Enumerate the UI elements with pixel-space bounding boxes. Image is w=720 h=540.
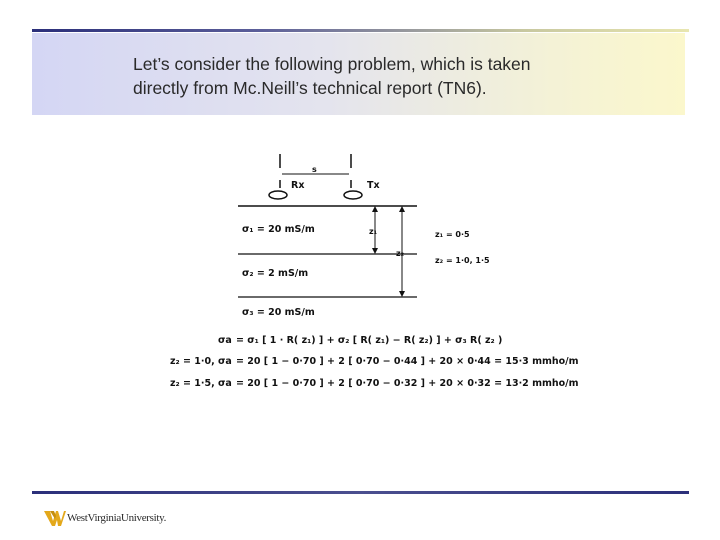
z2-values: z₂ = 1·0, 1·5 <box>435 256 490 265</box>
university-logo <box>44 507 166 529</box>
logo-text: WestVirginiaUniversity. <box>67 512 167 524</box>
equation-1-lhs: σa <box>218 335 232 346</box>
equation-2-rhs: = 20 [ 1 − 0·70 ] + 2 [ 0·70 − 0·44 ] + 20 × 0·44 = 15·3 mmho/m <box>236 356 579 367</box>
rx-coil <box>269 191 287 199</box>
equation-3-rhs: = 20 [ 1 − 0·70 ] + 2 [ 0·70 − 0·32 ] + 20 × 0·32 = 13·2 mmho/m <box>236 378 579 389</box>
flying-wv-icon <box>44 508 66 528</box>
equation-3-prefix: z₂ = 1·5, <box>170 378 215 389</box>
slide-title <box>133 52 633 100</box>
rx-label: Rx <box>291 180 305 191</box>
top-rule <box>32 29 689 32</box>
layer-3-conductivity: σ₃ = 20 mS/m <box>242 307 315 318</box>
z2-axis-label: z₂ <box>396 249 405 258</box>
slide-title-line-2: directly from Mc.Neill’s technical report (TN6). <box>133 78 487 98</box>
spacing-label: s <box>312 165 317 174</box>
slide-title-line-1: Let’s consider the following problem, which is taken <box>133 54 531 74</box>
layer-1-conductivity: σ₁ = 20 mS/m <box>242 224 315 235</box>
tx-coil <box>344 191 362 199</box>
layered-earth-figure <box>160 148 580 398</box>
equation-2-lhs: σa <box>218 356 232 367</box>
equation-3-lhs: σa <box>218 378 232 389</box>
equation-2-prefix: z₂ = 1·0, <box>170 356 215 367</box>
bottom-rule <box>32 491 689 494</box>
equation-1-rhs: = σ₁ [ 1 · R( z₁) ] + σ₂ [ R( z₁) − R( z₂) ] + σ₃ R( z₂ ) <box>236 335 503 346</box>
z1-value: z₁ = 0·5 <box>435 230 470 239</box>
z1-axis-label: z₁ <box>369 227 378 236</box>
tx-label: Tx <box>367 180 380 191</box>
layer-2-conductivity: σ₂ = 2 mS/m <box>242 268 309 279</box>
